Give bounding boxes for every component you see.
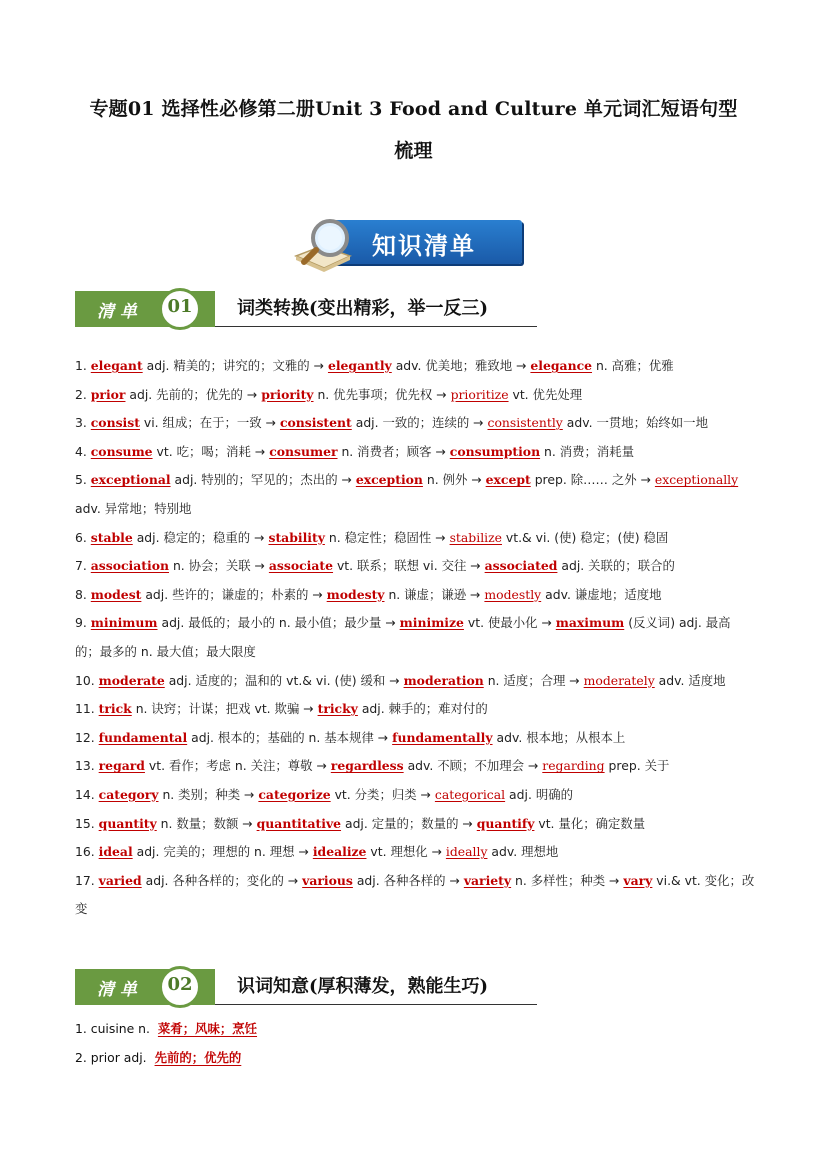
answer-word: consistently bbox=[487, 415, 563, 431]
entry-text: adj. 完美的；理想的 n. 理想 → bbox=[132, 844, 313, 860]
entry-text: adv. 异常地；特别地 bbox=[75, 500, 192, 516]
answer-word: quantitative bbox=[256, 815, 342, 831]
answer-word: moderation bbox=[403, 672, 484, 688]
entry-text: 4. bbox=[75, 443, 91, 459]
entry-text: 16. bbox=[75, 844, 99, 860]
entry-text: adj. 各种各样的；变化的 → bbox=[141, 872, 303, 888]
answer-word: categorical bbox=[434, 786, 506, 802]
answer-word: consumer bbox=[269, 443, 338, 459]
entry-text: adv. 优美地；雅致地 → bbox=[391, 358, 531, 373]
banner-label: 知识清单 bbox=[372, 232, 476, 260]
answer-word: consumption bbox=[449, 443, 541, 459]
entry-e10 bbox=[75, 667, 755, 696]
entry-text: 2. bbox=[75, 386, 91, 402]
entry-text: n. 谦虚；谦逊 → bbox=[384, 586, 485, 602]
entry-text: adv. 根本地；从根本上 bbox=[492, 729, 626, 745]
answer-word: association bbox=[90, 558, 169, 574]
entry-text: 7. bbox=[75, 558, 91, 574]
answer-word: various bbox=[302, 872, 353, 888]
entry-e7 bbox=[75, 552, 755, 581]
entry-e15 bbox=[75, 810, 755, 839]
answer-word: stable bbox=[90, 529, 133, 545]
answer-word: regard bbox=[98, 758, 145, 774]
entry-text: vt.& vi. (使) 稳定；(使) 稳固 bbox=[501, 529, 669, 545]
entry-text: adj. 各种各样的 → bbox=[352, 872, 464, 888]
entry-text: 15. bbox=[75, 815, 99, 831]
entry-text: 3. bbox=[75, 415, 91, 431]
entry-e13 bbox=[75, 752, 755, 781]
entry-text: adj. 最低的；最小的 n. 最小值；最少量 → bbox=[157, 615, 400, 631]
entry-text: n. 例外 → bbox=[422, 472, 486, 488]
entry-e9 bbox=[75, 609, 755, 666]
entry-text: 10. bbox=[75, 672, 99, 688]
entry-text: vt. 吃；喝；消耗 → bbox=[152, 443, 270, 459]
entry-text: adj. 根本的；基础的 n. 基本规律 → bbox=[187, 729, 393, 745]
answer-word: fundamentally bbox=[392, 729, 493, 745]
answer-word: tricky bbox=[317, 701, 358, 717]
answer-word: categorize bbox=[258, 786, 331, 802]
answer-word: variety bbox=[463, 872, 512, 888]
entry-text: adj. 特别的；罕见的；杰出的 → bbox=[170, 472, 356, 488]
section-02-header bbox=[75, 969, 535, 1005]
answer-word: elegance bbox=[530, 358, 593, 373]
entry-text: vt. 理想化 → bbox=[366, 844, 446, 860]
entry-text: n. 类别；种类 → bbox=[158, 786, 259, 802]
answer-word: ideal bbox=[98, 844, 133, 860]
answer-word: moderate bbox=[98, 672, 165, 688]
answer-word: minimize bbox=[399, 615, 464, 631]
section-01-tag-label: 清单 bbox=[97, 302, 143, 322]
answer-word: exception bbox=[355, 472, 423, 488]
entry-text: n. 适度；合理 → bbox=[483, 672, 584, 688]
entry-text: adj. 一致的；连续的 → bbox=[351, 415, 488, 431]
answer-word: exceptionally bbox=[654, 472, 739, 488]
entry-e3 bbox=[75, 409, 755, 438]
entry-text: adj. 稳定的；稳重的 → bbox=[132, 529, 269, 545]
entry-e4 bbox=[75, 438, 755, 467]
entry-text: 11. bbox=[75, 701, 99, 717]
answer-word: trick bbox=[98, 701, 132, 717]
section-02-underline bbox=[215, 1004, 537, 1005]
entry-e14 bbox=[75, 781, 755, 810]
entry-e11 bbox=[75, 695, 755, 724]
entry-text: 12. bbox=[75, 729, 99, 745]
answer-word: moderately bbox=[583, 672, 655, 688]
entry-e6 bbox=[75, 524, 755, 553]
entry-text: 1. bbox=[75, 358, 91, 373]
entry-text: vt. 优先处理 bbox=[508, 386, 583, 402]
magnifier-book-icon bbox=[292, 216, 362, 272]
section-01-number-text: 01 bbox=[167, 296, 193, 317]
answer-word: exceptional bbox=[90, 472, 171, 488]
entry-text: 5. bbox=[75, 472, 91, 488]
answer-word: modesty bbox=[326, 586, 385, 602]
section-01-underline bbox=[215, 326, 537, 327]
answer-word: consist bbox=[90, 415, 140, 431]
answer-word: fundamental bbox=[98, 729, 188, 745]
answer-word: prior bbox=[90, 386, 126, 402]
entry-text: 6. bbox=[75, 529, 91, 545]
entry-text: vt. 使最小化 → bbox=[463, 615, 556, 631]
answer-word: stability bbox=[268, 529, 325, 545]
entry-text: adv. 谦虚地；适度地 bbox=[541, 586, 662, 602]
entry-text: vi. 组成；在于；一致 → bbox=[139, 415, 280, 431]
entry-text: n. 诀窍；计谋；把戏 vt. 欺骗 → bbox=[131, 701, 318, 717]
entry-e5 bbox=[75, 466, 755, 523]
entry-text: n. 消费者；顾客 → bbox=[337, 443, 450, 459]
entry-text: n. 稳定性；稳固性 → bbox=[324, 529, 450, 545]
entry-text: prep. 关于 bbox=[604, 758, 670, 774]
vocab-v2 bbox=[75, 1043, 755, 1072]
section-02-tag-label: 清单 bbox=[97, 980, 143, 1000]
answer-word: regardless bbox=[330, 758, 404, 774]
entry-text: n. 协会；关联 → bbox=[169, 558, 269, 574]
section-01-header bbox=[75, 291, 535, 327]
vocab-prompt: 2. prior adj. bbox=[75, 1050, 151, 1065]
entry-text: vt. 看作；考虑 n. 关注；尊敬 → bbox=[144, 758, 331, 774]
vocab-answer: 菜肴；风味；烹饪 bbox=[157, 1021, 258, 1036]
page-title bbox=[40, 88, 787, 172]
answer-word: category bbox=[98, 786, 159, 802]
answer-word: prioritize bbox=[450, 386, 509, 402]
entry-text: 8. bbox=[75, 586, 91, 602]
answer-word: quantity bbox=[98, 815, 157, 831]
answer-word: consistent bbox=[279, 415, 352, 431]
entry-text: n. 优先事项；优先权 → bbox=[313, 386, 451, 402]
answer-word: elegant bbox=[90, 358, 143, 373]
entry-text: 17. bbox=[75, 872, 99, 888]
entry-text: adj. 先前的；优先的 → bbox=[125, 386, 262, 402]
entry-text: adv. 理想地 bbox=[487, 844, 559, 860]
entry-text: vi.& vt. 变化；改变 bbox=[75, 872, 755, 917]
answer-word: ideally bbox=[445, 844, 488, 860]
knowledge-list-banner bbox=[292, 212, 528, 272]
answer-word: associated bbox=[484, 558, 558, 574]
entry-text: vt. 联系；联想 vi. 交往 → bbox=[333, 558, 485, 574]
entry-text: vt. 量化；确定数量 bbox=[534, 815, 646, 831]
vocab-v1 bbox=[75, 1014, 755, 1043]
entry-e12 bbox=[75, 724, 755, 753]
answer-word: quantify bbox=[476, 815, 535, 831]
entry-text: adv. 不顾；不加理会 → bbox=[403, 758, 543, 774]
answer-word: associate bbox=[268, 558, 334, 574]
vocab-prompt: 1. cuisine n. bbox=[75, 1021, 154, 1036]
vocab-meaning-list bbox=[75, 1014, 755, 1072]
entry-e16 bbox=[75, 838, 755, 867]
entry-text: 14. bbox=[75, 786, 99, 802]
answer-word: modest bbox=[90, 586, 142, 602]
entry-text: adj. 关联的；联合的 bbox=[557, 558, 675, 574]
entry-text: adj. 定量的；数量的 → bbox=[341, 815, 477, 831]
answer-word: vary bbox=[623, 872, 653, 888]
entry-text: n. 数量；数额 → bbox=[156, 815, 257, 831]
answer-word: except bbox=[485, 472, 531, 488]
entry-text: 13. bbox=[75, 758, 99, 774]
title-line-1: 专题01 选择性必修第二册Unit 3 Food and Culture 单元词汇短语句型 bbox=[89, 98, 738, 120]
answer-word: modestly bbox=[484, 586, 542, 602]
vocab-answer: 先前的；优先的 bbox=[154, 1050, 242, 1065]
entry-text: adj. 棘手的；难对付的 bbox=[357, 701, 488, 717]
title-line-2: 梳理 bbox=[394, 140, 433, 162]
section-01-heading: 词类转换(变出精彩，举一反三) bbox=[237, 298, 489, 319]
answer-word: varied bbox=[98, 872, 142, 888]
answer-word: consume bbox=[90, 443, 153, 459]
entry-text: n. 消费；消耗量 bbox=[540, 443, 635, 459]
entry-text: prep. 除…… 之外 → bbox=[530, 472, 655, 488]
word-conversion-list bbox=[75, 352, 755, 924]
answer-word: maximum bbox=[555, 615, 625, 631]
entry-text: vt. 分类；归类 → bbox=[330, 786, 435, 802]
answer-word: minimum bbox=[90, 615, 158, 631]
answer-word: elegantly bbox=[327, 358, 392, 373]
section-01-number bbox=[159, 288, 201, 330]
entry-text: adj. 适度的；温和的 vt.& vi. (使) 缓和 → bbox=[164, 672, 404, 688]
entry-text: adj. 些许的；谦虚的；朴素的 → bbox=[141, 586, 327, 602]
entry-text: adv. 适度地 bbox=[654, 672, 726, 688]
entry-e8 bbox=[75, 581, 755, 610]
answer-word: stabilize bbox=[449, 529, 502, 545]
answer-word: priority bbox=[261, 386, 314, 402]
answer-word: regarding bbox=[542, 758, 605, 774]
entry-text: adj. 明确的 bbox=[505, 786, 573, 802]
entry-text: 9. bbox=[75, 615, 91, 631]
section-02-heading: 识词知意(厚积薄发，熟能生巧) bbox=[237, 976, 489, 997]
entry-text: adj. 精美的；讲究的；文雅的 → bbox=[142, 358, 328, 373]
section-02-number-text: 02 bbox=[167, 974, 193, 995]
entry-e17 bbox=[75, 867, 755, 924]
section-02-number bbox=[159, 966, 201, 1008]
entry-e1 bbox=[75, 352, 755, 381]
entry-text: n. 多样性；种类 → bbox=[511, 872, 624, 888]
entry-text: adv. 一贯地；始终如一地 bbox=[562, 415, 708, 431]
entry-e2 bbox=[75, 381, 755, 410]
entry-text: (反义词) adj. 最高的；最多的 n. 最大值；最大限度 bbox=[75, 615, 731, 659]
entry-text: n. 高雅；优雅 bbox=[592, 358, 674, 373]
answer-word: idealize bbox=[312, 844, 367, 860]
